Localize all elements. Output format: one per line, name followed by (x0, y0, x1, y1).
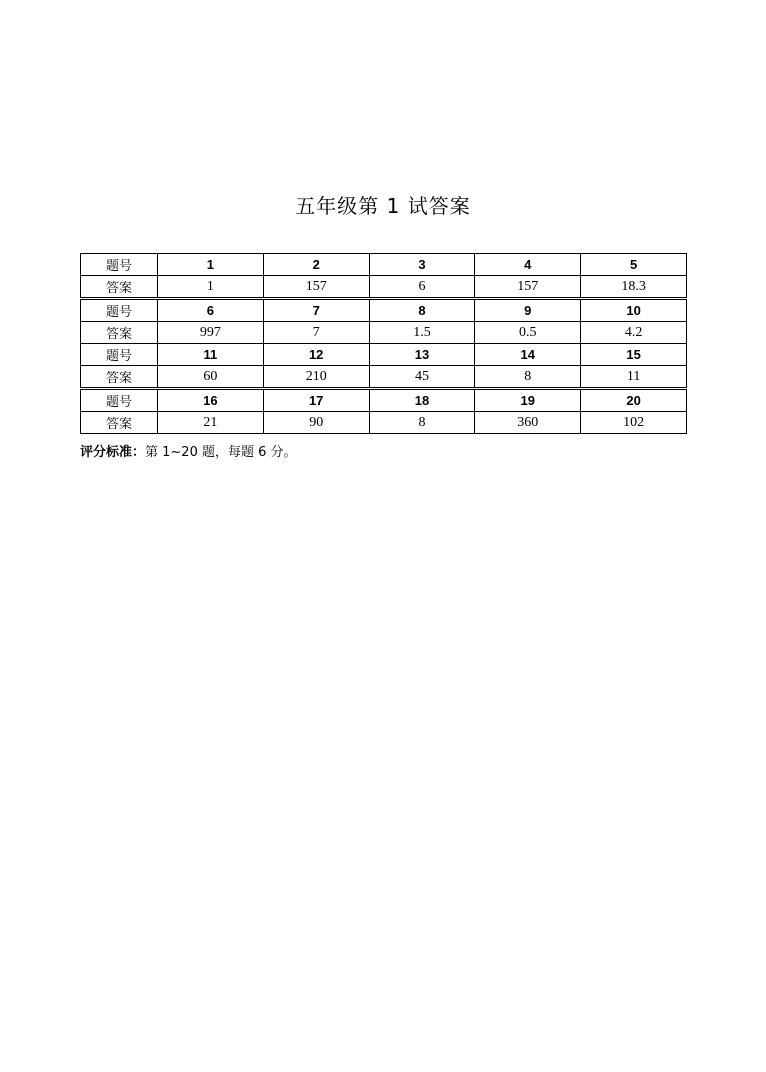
question-number: 4 (475, 254, 581, 276)
question-number: 8 (369, 299, 475, 322)
scoring-lead: 评分标准： (80, 445, 146, 460)
answer-cell: 60 (158, 366, 264, 389)
question-number: 2 (263, 254, 369, 276)
scoring-text: 第 1~20 题，每题 6 分。 (145, 445, 297, 460)
question-label: 题号 (81, 389, 158, 412)
answer-row (81, 412, 687, 434)
answer-table (80, 253, 687, 434)
answer-cell: 102 (581, 412, 687, 434)
question-label: 题号 (81, 299, 158, 322)
question-number: 15 (581, 344, 687, 366)
question-row (81, 389, 687, 412)
question-number: 12 (263, 344, 369, 366)
question-row (81, 299, 687, 322)
answer-cell: 7 (263, 322, 369, 344)
question-number: 17 (263, 389, 369, 412)
question-label: 题号 (81, 254, 158, 276)
page-title: 五年级第 1 试答案 (295, 194, 471, 218)
question-number: 20 (581, 389, 687, 412)
answer-cell: 1.5 (369, 322, 475, 344)
question-number: 19 (475, 389, 581, 412)
answer-cell: 4.2 (581, 322, 687, 344)
answer-label: 答案 (81, 322, 158, 344)
answer-label: 答案 (81, 276, 158, 299)
question-number: 1 (158, 254, 264, 276)
answer-cell: 1 (158, 276, 264, 299)
question-number: 5 (581, 254, 687, 276)
question-number: 10 (581, 299, 687, 322)
answer-cell: 8 (475, 366, 581, 389)
question-row (81, 344, 687, 366)
question-number: 7 (263, 299, 369, 322)
answer-cell: 18.3 (581, 276, 687, 299)
question-number: 9 (475, 299, 581, 322)
question-number: 6 (158, 299, 264, 322)
question-number: 18 (369, 389, 475, 412)
question-number: 11 (158, 344, 264, 366)
answer-cell: 11 (581, 366, 687, 389)
answer-cell: 210 (263, 366, 369, 389)
answer-cell: 157 (263, 276, 369, 299)
scoring-note (80, 441, 297, 460)
answer-row (81, 322, 687, 344)
question-row (81, 254, 687, 276)
answer-cell: 6 (369, 276, 475, 299)
answer-label: 答案 (81, 412, 158, 434)
answer-row (81, 366, 687, 389)
answer-label: 答案 (81, 366, 158, 389)
answer-cell: 21 (158, 412, 264, 434)
question-number: 13 (369, 344, 475, 366)
answer-cell: 360 (475, 412, 581, 434)
question-number: 3 (369, 254, 475, 276)
answer-cell: 997 (158, 322, 264, 344)
question-number: 16 (158, 389, 264, 412)
answer-cell: 8 (369, 412, 475, 434)
answer-cell: 157 (475, 276, 581, 299)
question-label: 题号 (81, 344, 158, 366)
answer-row (81, 276, 687, 299)
answer-cell: 0.5 (475, 322, 581, 344)
answer-cell: 90 (263, 412, 369, 434)
answer-cell: 45 (369, 366, 475, 389)
question-number: 14 (475, 344, 581, 366)
